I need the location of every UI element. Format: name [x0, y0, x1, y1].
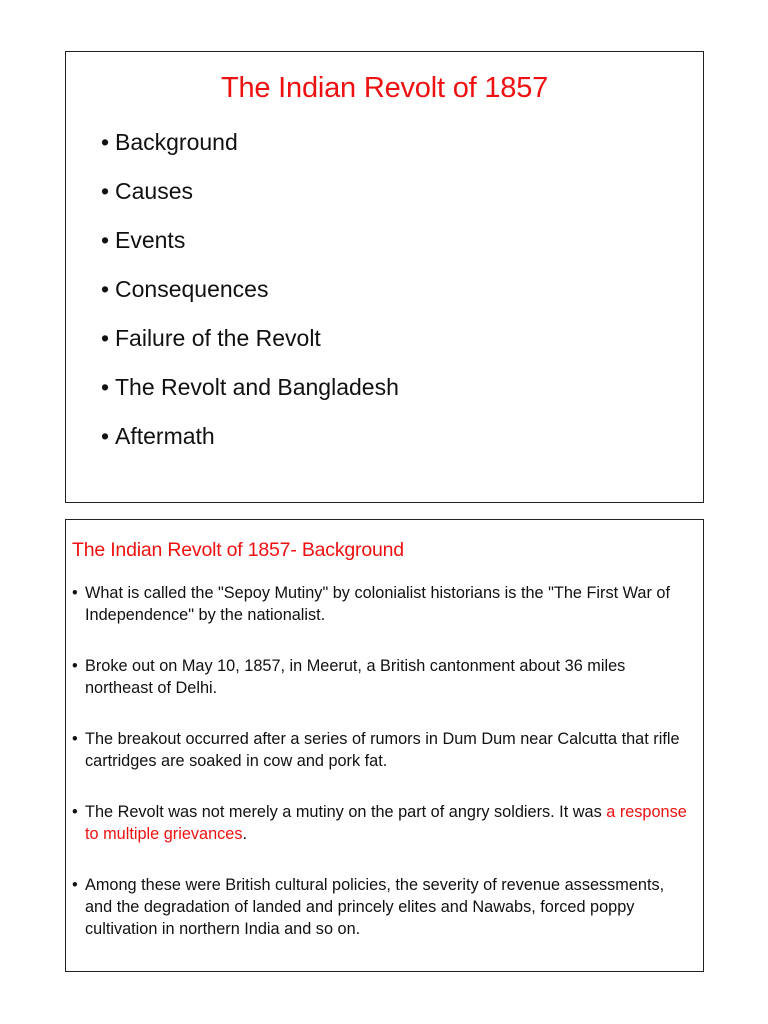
bullet-point: [72, 728, 692, 772]
bullet-icon: •: [72, 730, 78, 748]
bullet-icon: •: [72, 803, 78, 821]
bullet-icon: •: [101, 325, 110, 351]
outline-item: [101, 320, 399, 369]
bullet-icon: •: [101, 178, 110, 204]
outline-item-label: Events: [115, 227, 186, 253]
bullet-icon: •: [101, 423, 110, 449]
bullet-text: The Revolt was not merely a mutiny on the part of angry soldiers. It was: [85, 803, 607, 821]
bullet-text-end: .: [242, 825, 247, 843]
bullet-list: [72, 582, 692, 969]
slide-title: The Indian Revolt of 1857: [220, 72, 549, 104]
bullet-text: Broke out on May 10, 1857, in Meerut, a British cantonment about 36 miles northeast of Delhi.: [85, 657, 626, 697]
outline-item: [101, 222, 399, 271]
outline-item-label: Aftermath: [115, 423, 215, 449]
bullet-point: [72, 582, 692, 626]
bullet-icon: •: [72, 584, 78, 602]
bullet-icon: •: [72, 876, 78, 894]
outline-item: [101, 418, 399, 467]
outline-item-label: Failure of the Revolt: [115, 325, 321, 351]
bullet-icon: •: [101, 129, 110, 155]
outline-item: [101, 369, 399, 418]
outline-item-label: Background: [115, 129, 238, 155]
bullet-point: [72, 655, 692, 699]
outline-item-label: Consequences: [115, 276, 269, 302]
bullet-icon: •: [72, 657, 78, 675]
outline-list: [101, 124, 399, 467]
outline-item: [101, 271, 399, 320]
slide-outline: [65, 51, 704, 503]
bullet-text: The breakout occurred after a series of rumors in Dum Dum near Calcutta that rifle cartridges are soaked in cow and pork fat.: [85, 730, 680, 770]
bullet-text: What is called the "Sepoy Mutiny" by colonialist historians is the "The First War of Independence" by the nationalist.: [85, 584, 670, 624]
slide-title: The Indian Revolt of 1857- Background: [72, 539, 404, 561]
bullet-icon: •: [101, 276, 110, 302]
bullet-point: [72, 874, 692, 940]
bullet-point: [72, 801, 692, 845]
outline-item-label: Causes: [115, 178, 193, 204]
bullet-icon: •: [101, 227, 110, 253]
bullet-icon: •: [101, 374, 110, 400]
bullet-text: Among these were British cultural policies, the severity of revenue assessments, and the degradation of landed and princely elites and Nawabs, forced poppy cultivation in northern India and so on.: [85, 876, 665, 938]
outline-item: [101, 124, 399, 173]
outline-item: [101, 173, 399, 222]
highlighted-text: a response to multiple grievances: [85, 803, 687, 843]
outline-item-label: The Revolt and Bangladesh: [115, 374, 399, 400]
slide-background: [65, 519, 704, 972]
